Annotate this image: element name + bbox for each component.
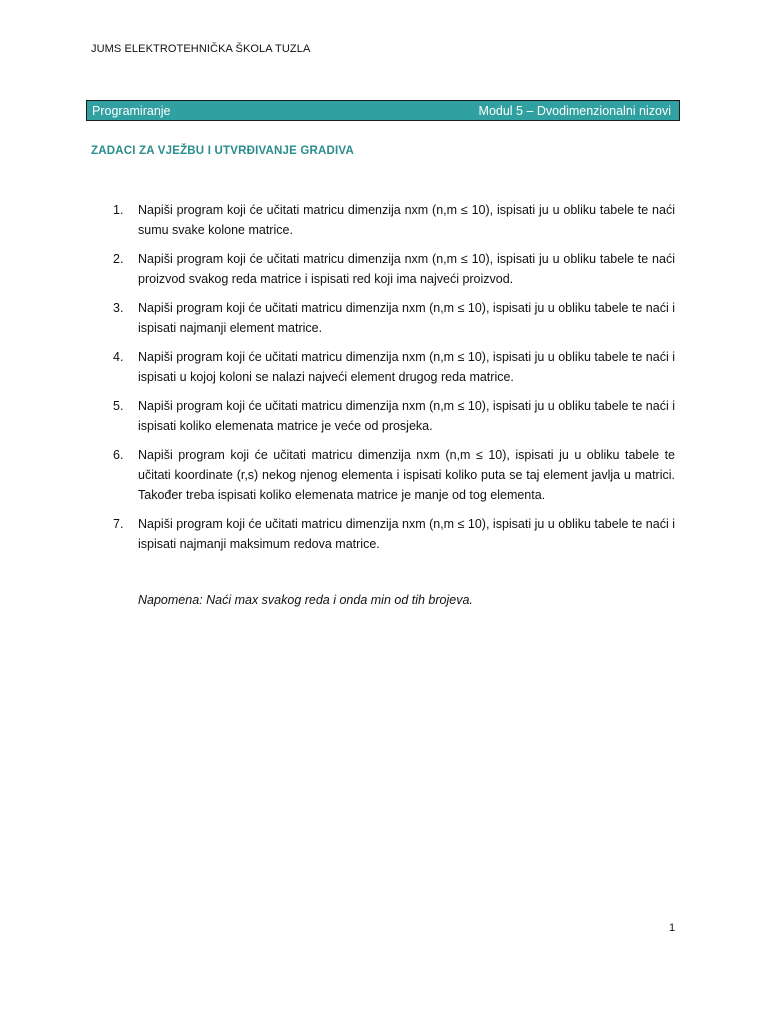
task-item bbox=[112, 249, 675, 289]
task-number: 3. bbox=[113, 301, 124, 315]
task-number: 1. bbox=[113, 203, 124, 217]
task-item bbox=[112, 514, 675, 554]
section-heading: ZADACI ZA VJEŽBU I UTVRĐIVANJE GRADIVA bbox=[91, 145, 354, 157]
module-title-bar bbox=[86, 100, 680, 121]
task-text: Napiši program koji će učitati matricu dimenzija nxm (n,m ≤ 10), ispisati ju u obliku tabele te naći sumu svake kolone matrice. bbox=[138, 203, 675, 237]
task-number: 6. bbox=[113, 448, 124, 462]
task-item bbox=[112, 298, 675, 338]
task-item bbox=[112, 200, 675, 240]
task-number: 4. bbox=[113, 350, 124, 364]
task-number: 7. bbox=[113, 517, 124, 531]
task-item bbox=[112, 347, 675, 387]
page-number: 1 bbox=[669, 922, 676, 934]
task-number: 5. bbox=[113, 399, 124, 413]
subject-label: Programiranje bbox=[92, 103, 171, 118]
task-text: Napiši program koji će učitati matricu dimenzija nxm (n,m ≤ 10), ispisati ju u obliku tabele te naći i ispisati najmanji element matrice. bbox=[138, 301, 675, 335]
task-text: Napiši program koji će učitati matricu dimenzija nxm (n,m ≤ 10), ispisati ju u obliku tabele te naći i ispisati najmanji maksimum redova matrice. bbox=[138, 517, 675, 551]
task-number: 2. bbox=[113, 252, 124, 266]
task-text: Napiši program koji će učitati matricu dimenzija nxm (n,m ≤ 10), ispisati ju u obliku tabele te naći i ispisati u kojoj koloni se nalazi najveći element drugog reda matrice. bbox=[138, 350, 675, 384]
task-item bbox=[112, 445, 675, 505]
note-text: Napomena: Naći max svakog reda i onda min od tih brojeva. bbox=[138, 593, 473, 607]
school-name-header: JUMS ELEKTROTEHNIČKA ŠKOLA TUZLA bbox=[91, 43, 311, 55]
task-text: Napiši program koji će učitati matricu dimenzija nxm (n,m ≤ 10), ispisati ju u obliku tabele te naći proizvod svakog reda matrice i ispisati red koji ima najveći proizvod. bbox=[138, 252, 675, 286]
task-list bbox=[112, 200, 675, 563]
module-label: Modul 5 – Dvodimenzionalni nizovi bbox=[478, 103, 671, 118]
task-text: Napiši program koji će učitati matricu dimenzija nxm (n,m ≤ 10), ispisati ju u obliku tabele te učitati koordinate (r,s) nekog njenog elementa i ispisati koliko puta se taj element javlja u matrici. Također treba ispisati koliko elemenata matrice je manje od tog elementa. bbox=[138, 448, 675, 502]
task-item bbox=[112, 396, 675, 436]
task-text: Napiši program koji će učitati matricu dimenzija nxm (n,m ≤ 10), ispisati ju u obliku tabele te naći i ispisati koliko elemenata matrice je veće od prosjeka. bbox=[138, 399, 675, 433]
